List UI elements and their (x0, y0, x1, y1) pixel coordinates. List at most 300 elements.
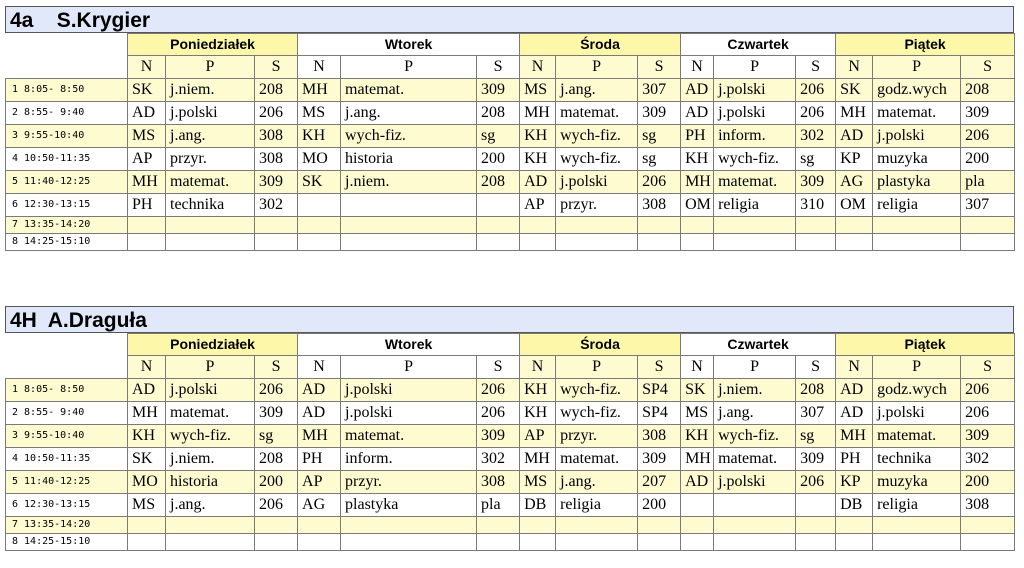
lesson-teacher: DB (836, 494, 873, 517)
lesson-teacher: KH (298, 125, 341, 148)
column-header-s: S (255, 356, 298, 379)
lesson-room: 208 (477, 102, 520, 125)
column-header-p: P (556, 56, 638, 79)
lesson-teacher: KP (836, 471, 873, 494)
lesson-room: 206 (796, 471, 836, 494)
lesson-subject: historia (341, 148, 477, 171)
lesson-subject (166, 534, 255, 551)
lesson-room: 206 (961, 379, 1015, 402)
lesson-subject: plastyka (873, 171, 961, 194)
lesson-teacher: KH (520, 379, 556, 402)
lesson-subject: j.polski (714, 102, 796, 125)
lesson-subject (714, 234, 796, 251)
lesson-row (6, 534, 1015, 551)
lesson-subject: j.niem. (166, 79, 255, 102)
lesson-teacher: MS (681, 402, 714, 425)
lesson-room: sg (638, 125, 681, 148)
lesson-subject: j.ang. (166, 494, 255, 517)
lesson-subject: j.ang. (714, 402, 796, 425)
lesson-time: 6 12:30-13:15 (6, 194, 128, 217)
lesson-subject (873, 217, 961, 234)
lesson-room: 307 (796, 402, 836, 425)
lesson-subject: inform. (341, 448, 477, 471)
timetable-4a (5, 6, 1014, 251)
lesson-room: 302 (796, 125, 836, 148)
lesson-room: SP4 (638, 379, 681, 402)
lesson-teacher (298, 217, 341, 234)
lesson-teacher (128, 217, 166, 234)
lesson-teacher: KH (681, 425, 714, 448)
lesson-row (6, 234, 1015, 251)
lesson-row (6, 125, 1015, 148)
lesson-teacher (681, 217, 714, 234)
lesson-teacher (298, 517, 341, 534)
lesson-subject: j.ang. (556, 471, 638, 494)
column-header-p: P (556, 356, 638, 379)
lesson-room: 208 (961, 79, 1015, 102)
column-header-p: P (166, 356, 255, 379)
lesson-teacher: AD (128, 379, 166, 402)
lesson-room: 206 (255, 102, 298, 125)
lesson-teacher: OM (681, 194, 714, 217)
column-header-p: P (341, 56, 477, 79)
column-header-n: N (520, 356, 556, 379)
lesson-teacher: PH (836, 448, 873, 471)
lesson-room: pla (961, 171, 1015, 194)
lesson-subject: matemat. (556, 448, 638, 471)
lesson-time: 1 8:05- 8:50 (6, 379, 128, 402)
lesson-teacher: MH (836, 425, 873, 448)
lesson-teacher: MH (681, 448, 714, 471)
lesson-teacher: MH (836, 102, 873, 125)
lesson-teacher: DB (520, 494, 556, 517)
lesson-teacher: PH (128, 194, 166, 217)
lesson-subject (873, 534, 961, 551)
lesson-subject: j.ang. (556, 79, 638, 102)
lesson-teacher (681, 517, 714, 534)
lesson-subject: inform. (714, 125, 796, 148)
column-header-n: N (681, 56, 714, 79)
lesson-subject: technika (166, 194, 255, 217)
lesson-teacher: MS (128, 125, 166, 148)
lesson-teacher: AD (836, 379, 873, 402)
lesson-subject (341, 517, 477, 534)
column-header-n: N (298, 56, 341, 79)
lesson-room (255, 217, 298, 234)
lesson-subject: religia (873, 194, 961, 217)
column-header-p: P (714, 356, 796, 379)
lesson-room: 309 (961, 102, 1015, 125)
lesson-row (6, 79, 1015, 102)
day-header: Piątek (836, 334, 1015, 356)
lesson-subject: przyr. (341, 471, 477, 494)
lesson-subject: historia (166, 471, 255, 494)
lesson-time: 2 8:55- 9:40 (6, 102, 128, 125)
lesson-teacher: MH (128, 171, 166, 194)
lesson-teacher: SK (128, 448, 166, 471)
lesson-room: 308 (477, 471, 520, 494)
lesson-subject: godz.wych (873, 79, 961, 102)
lesson-teacher (128, 517, 166, 534)
lesson-subject (714, 534, 796, 551)
lesson-room (638, 234, 681, 251)
lesson-subject: j.polski (166, 102, 255, 125)
lesson-room: 309 (477, 79, 520, 102)
lesson-room: 206 (477, 402, 520, 425)
column-header-s: S (961, 56, 1015, 79)
lesson-subject: j.polski (166, 379, 255, 402)
day-header: Czwartek (681, 34, 836, 56)
corner-cell (6, 34, 128, 56)
lesson-teacher: SK (298, 171, 341, 194)
lesson-teacher: MH (128, 402, 166, 425)
lesson-subject: godz.wych (873, 379, 961, 402)
lesson-teacher: MH (298, 425, 341, 448)
lesson-subject: matemat. (166, 402, 255, 425)
lesson-subject (341, 194, 477, 217)
corner-cell (6, 356, 128, 379)
lesson-room (477, 217, 520, 234)
lesson-subject: religia (714, 194, 796, 217)
column-header-p: P (873, 56, 961, 79)
schedule-table (5, 33, 1015, 251)
lesson-teacher: AD (128, 102, 166, 125)
lesson-subject: muzyka (873, 148, 961, 171)
lesson-room: sg (796, 148, 836, 171)
lesson-subject: wych-fiz. (556, 125, 638, 148)
lesson-subject: plastyka (341, 494, 477, 517)
lesson-subject: matemat. (873, 102, 961, 125)
lesson-time: 7 13:35-14:20 (6, 217, 128, 234)
lesson-subject: j.polski (873, 125, 961, 148)
column-header-row (6, 356, 1015, 379)
lesson-room: 302 (255, 194, 298, 217)
lesson-room (796, 517, 836, 534)
lesson-subject: j.polski (556, 171, 638, 194)
lesson-teacher: MH (298, 79, 341, 102)
schedule-table (5, 333, 1015, 551)
lesson-room: 309 (638, 448, 681, 471)
lesson-teacher (836, 534, 873, 551)
lesson-teacher: AG (298, 494, 341, 517)
lesson-room: 206 (255, 494, 298, 517)
lesson-room: 308 (638, 194, 681, 217)
lesson-teacher: SK (128, 79, 166, 102)
lesson-teacher (836, 234, 873, 251)
column-header-p: P (714, 56, 796, 79)
lesson-subject: matemat. (714, 448, 796, 471)
column-header-n: N (836, 356, 873, 379)
lesson-room: 200 (638, 494, 681, 517)
lesson-room: 307 (638, 79, 681, 102)
lesson-subject: wych-fiz. (341, 125, 477, 148)
lesson-subject (714, 494, 796, 517)
lesson-teacher: AD (681, 79, 714, 102)
lesson-teacher: MH (520, 102, 556, 125)
column-header-n: N (128, 356, 166, 379)
lesson-teacher: AP (520, 425, 556, 448)
lesson-room: 308 (255, 148, 298, 171)
lesson-subject: j.ang. (166, 125, 255, 148)
lesson-room: 308 (638, 425, 681, 448)
lesson-room (961, 517, 1015, 534)
lesson-subject: j.polski (341, 379, 477, 402)
lesson-room: 308 (255, 125, 298, 148)
lesson-room: 309 (796, 448, 836, 471)
lesson-subject: religia (556, 494, 638, 517)
lesson-teacher: MO (298, 148, 341, 171)
lesson-subject (556, 217, 638, 234)
lesson-teacher (298, 534, 341, 551)
lesson-room: 302 (477, 448, 520, 471)
lesson-room: 200 (961, 471, 1015, 494)
column-header-s: S (477, 56, 520, 79)
lesson-teacher: MH (520, 448, 556, 471)
lesson-room (255, 534, 298, 551)
lesson-teacher: SK (681, 379, 714, 402)
lesson-teacher (681, 234, 714, 251)
day-header-row (6, 334, 1015, 356)
column-header-n: N (681, 356, 714, 379)
lesson-row (6, 194, 1015, 217)
lesson-room: sg (477, 125, 520, 148)
lesson-teacher: AD (836, 125, 873, 148)
lesson-room: 307 (961, 194, 1015, 217)
lesson-teacher: AP (298, 471, 341, 494)
day-header: Poniedziałek (128, 34, 298, 56)
lesson-time: 8 14:25-15:10 (6, 534, 128, 551)
lesson-subject (873, 234, 961, 251)
lesson-time: 6 12:30-13:15 (6, 494, 128, 517)
lesson-row (6, 217, 1015, 234)
lesson-teacher: OM (836, 194, 873, 217)
lesson-room: 208 (255, 79, 298, 102)
lesson-subject: j.polski (714, 79, 796, 102)
lesson-row (6, 494, 1015, 517)
lesson-teacher: AD (520, 171, 556, 194)
column-header-row (6, 56, 1015, 79)
lesson-room (477, 534, 520, 551)
lesson-room: 208 (477, 171, 520, 194)
lesson-subject: j.niem. (714, 379, 796, 402)
lesson-subject: matemat. (714, 171, 796, 194)
lesson-subject (341, 534, 477, 551)
lesson-subject (873, 517, 961, 534)
lesson-teacher (520, 217, 556, 234)
lesson-room: 309 (255, 402, 298, 425)
lesson-subject (166, 234, 255, 251)
column-header-s: S (796, 56, 836, 79)
lesson-teacher (520, 534, 556, 551)
lesson-subject: wych-fiz. (166, 425, 255, 448)
lesson-room: 302 (961, 448, 1015, 471)
lesson-room: sg (796, 425, 836, 448)
lesson-teacher: SK (836, 79, 873, 102)
lesson-subject: matemat. (556, 102, 638, 125)
day-header: Wtorek (298, 34, 520, 56)
lesson-teacher (681, 534, 714, 551)
column-header-s: S (477, 356, 520, 379)
lesson-teacher: MH (681, 171, 714, 194)
lesson-room (961, 534, 1015, 551)
lesson-room (796, 217, 836, 234)
lesson-subject: technika (873, 448, 961, 471)
lesson-subject: muzyka (873, 471, 961, 494)
lesson-subject: matemat. (873, 425, 961, 448)
lesson-subject: j.ang. (341, 102, 477, 125)
lesson-teacher (298, 234, 341, 251)
lesson-room: 310 (796, 194, 836, 217)
timetable-title: 4H A.Draguła (5, 306, 1014, 333)
lesson-subject: matemat. (166, 171, 255, 194)
lesson-subject: j.polski (714, 471, 796, 494)
lesson-time: 2 8:55- 9:40 (6, 402, 128, 425)
lesson-subject: wych-fiz. (714, 148, 796, 171)
lesson-teacher (681, 494, 714, 517)
column-header-n: N (128, 56, 166, 79)
lesson-subject: wych-fiz. (556, 402, 638, 425)
lesson-time: 7 13:35-14:20 (6, 517, 128, 534)
day-header: Środa (520, 334, 681, 356)
lesson-subject (341, 217, 477, 234)
column-header-p: P (873, 356, 961, 379)
lesson-room (796, 494, 836, 517)
lesson-room: 200 (477, 148, 520, 171)
lesson-subject: przyr. (556, 425, 638, 448)
timetable-4h (5, 306, 1014, 551)
lesson-subject (714, 217, 796, 234)
lesson-room (638, 217, 681, 234)
lesson-teacher: KP (836, 148, 873, 171)
lesson-room (638, 534, 681, 551)
lesson-room (477, 234, 520, 251)
lesson-teacher: AP (128, 148, 166, 171)
lesson-subject: j.polski (873, 402, 961, 425)
lesson-room: 207 (638, 471, 681, 494)
lesson-subject: wych-fiz. (556, 148, 638, 171)
lesson-row (6, 425, 1015, 448)
lesson-room (255, 234, 298, 251)
day-header: Poniedziałek (128, 334, 298, 356)
lesson-room (796, 534, 836, 551)
lesson-room: sg (255, 425, 298, 448)
lesson-room: 309 (255, 171, 298, 194)
lesson-teacher: MS (298, 102, 341, 125)
lesson-room (961, 217, 1015, 234)
day-header: Środa (520, 34, 681, 56)
lesson-room: 206 (638, 171, 681, 194)
lesson-subject: matemat. (341, 425, 477, 448)
lesson-time: 4 10:50-11:35 (6, 448, 128, 471)
lesson-teacher: MO (128, 471, 166, 494)
lesson-row (6, 148, 1015, 171)
lesson-teacher: AD (298, 402, 341, 425)
lesson-room: 206 (796, 79, 836, 102)
lesson-time: 8 14:25-15:10 (6, 234, 128, 251)
lesson-time: 5 11:40-12:25 (6, 171, 128, 194)
lesson-subject: przyr. (166, 148, 255, 171)
column-header-s: S (638, 56, 681, 79)
lesson-room: 206 (255, 379, 298, 402)
lesson-time: 4 10:50-11:35 (6, 148, 128, 171)
lesson-teacher: KH (520, 125, 556, 148)
column-header-s: S (255, 56, 298, 79)
lesson-room (961, 234, 1015, 251)
lesson-teacher: AD (681, 102, 714, 125)
column-header-s: S (638, 356, 681, 379)
lesson-room (477, 517, 520, 534)
column-header-n: N (298, 356, 341, 379)
day-header-row (6, 34, 1015, 56)
lesson-room (255, 517, 298, 534)
lesson-subject (556, 234, 638, 251)
lesson-subject: wych-fiz. (556, 379, 638, 402)
lesson-time: 5 11:40-12:25 (6, 471, 128, 494)
lesson-room: pla (477, 494, 520, 517)
lesson-room: 308 (961, 494, 1015, 517)
corner-cell (6, 56, 128, 79)
lesson-room (477, 194, 520, 217)
lesson-row (6, 402, 1015, 425)
lesson-subject (166, 217, 255, 234)
lesson-subject (556, 534, 638, 551)
column-header-n: N (836, 56, 873, 79)
lesson-subject: przyr. (556, 194, 638, 217)
lesson-time: 1 8:05- 8:50 (6, 79, 128, 102)
lesson-subject: j.polski (341, 402, 477, 425)
lesson-room: 206 (961, 125, 1015, 148)
lesson-teacher: KH (128, 425, 166, 448)
lesson-subject: religia (873, 494, 961, 517)
lesson-teacher (128, 234, 166, 251)
lesson-subject (714, 517, 796, 534)
lesson-teacher (520, 234, 556, 251)
lesson-teacher: AD (298, 379, 341, 402)
lesson-room: 309 (638, 102, 681, 125)
day-header: Piątek (836, 34, 1015, 56)
lesson-room (796, 234, 836, 251)
lesson-subject: j.niem. (341, 171, 477, 194)
lesson-teacher (298, 194, 341, 217)
lesson-subject: matemat. (341, 79, 477, 102)
lesson-row (6, 171, 1015, 194)
lesson-row (6, 379, 1015, 402)
lesson-room: sg (638, 148, 681, 171)
lesson-teacher: AD (681, 471, 714, 494)
lesson-teacher: AD (836, 402, 873, 425)
lesson-teacher: MS (128, 494, 166, 517)
lesson-teacher (128, 534, 166, 551)
lesson-teacher: KH (681, 148, 714, 171)
lesson-subject (341, 234, 477, 251)
lesson-teacher: PH (681, 125, 714, 148)
lesson-teacher: MS (520, 79, 556, 102)
lesson-room: 206 (796, 102, 836, 125)
day-header: Wtorek (298, 334, 520, 356)
lesson-room: 208 (255, 448, 298, 471)
lesson-room (638, 517, 681, 534)
column-header-p: P (341, 356, 477, 379)
lesson-row (6, 471, 1015, 494)
lesson-room: 309 (477, 425, 520, 448)
lesson-time: 3 9:55-10:40 (6, 125, 128, 148)
lesson-room: 208 (796, 379, 836, 402)
lesson-teacher: KH (520, 148, 556, 171)
column-header-n: N (520, 56, 556, 79)
lesson-row (6, 517, 1015, 534)
lesson-teacher (520, 517, 556, 534)
lesson-teacher (836, 517, 873, 534)
